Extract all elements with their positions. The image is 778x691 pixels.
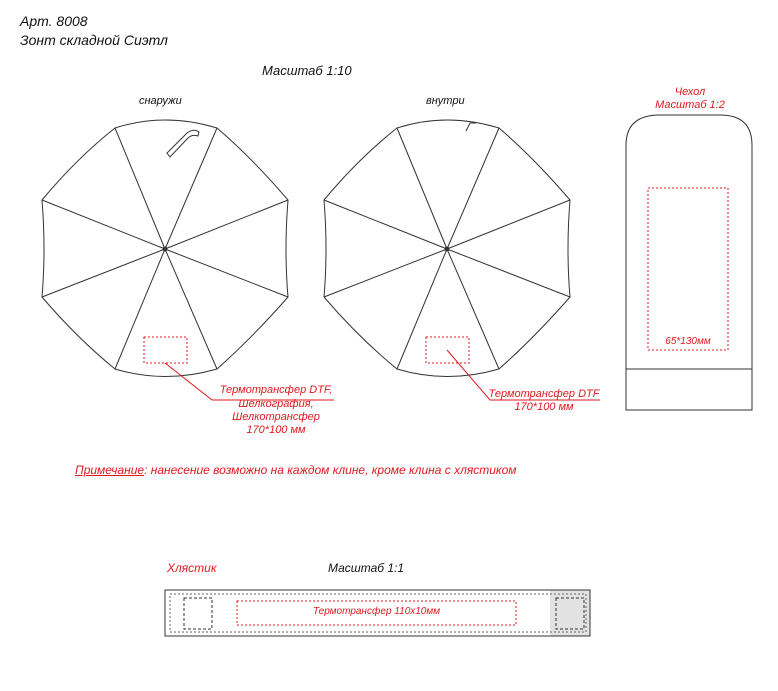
- inside-size: 170*100 мм: [514, 401, 574, 413]
- note-text: : нанесение возможно на каждом клине, кроме клина с хлястиком: [144, 463, 517, 477]
- strap-loop-icon: [167, 130, 199, 157]
- cover: [626, 115, 752, 410]
- cover-area-size: 65*130мм: [665, 336, 711, 347]
- print-area-outside: [144, 337, 187, 363]
- outside-size: 170*100 мм: [246, 424, 306, 436]
- cover-outline: [626, 115, 752, 410]
- strap-area-text: Термотрансфер 110х10мм: [312, 606, 441, 617]
- outside-method-3: Шелкотрансфер: [232, 411, 320, 423]
- note: [75, 464, 516, 476]
- main-scale-label: Масштаб 1:10: [262, 63, 352, 78]
- umbrella-inside-label: внутри: [426, 95, 465, 107]
- note-label: Примечание: [75, 463, 145, 477]
- outside-method-1: Термотрансфер DTF,: [219, 384, 333, 396]
- cover-title: Чехол: [674, 86, 706, 98]
- strap-scale: Масштаб 1:1: [328, 561, 405, 575]
- umbrella-outside: [42, 120, 334, 400]
- cover-scale: Масштаб 1:2: [655, 99, 725, 111]
- strap-snap-left: [184, 598, 212, 629]
- strap-label: Хлястик: [167, 561, 217, 575]
- umbrella-inside-center: [445, 247, 449, 251]
- product-name: Зонт складной Сиэтл: [20, 32, 168, 48]
- outside-method-2: Шелкография,: [238, 398, 314, 410]
- umbrella-inside: [324, 120, 600, 400]
- article-number: Арт. 8008: [20, 13, 88, 29]
- inside-strap-icon: [466, 123, 476, 131]
- cover-print-area: [648, 188, 728, 350]
- umbrella-outside-center: [163, 247, 167, 251]
- inside-method-1: Термотрансфер DTF: [488, 388, 600, 400]
- umbrella-outside-label: снаружи: [139, 95, 182, 107]
